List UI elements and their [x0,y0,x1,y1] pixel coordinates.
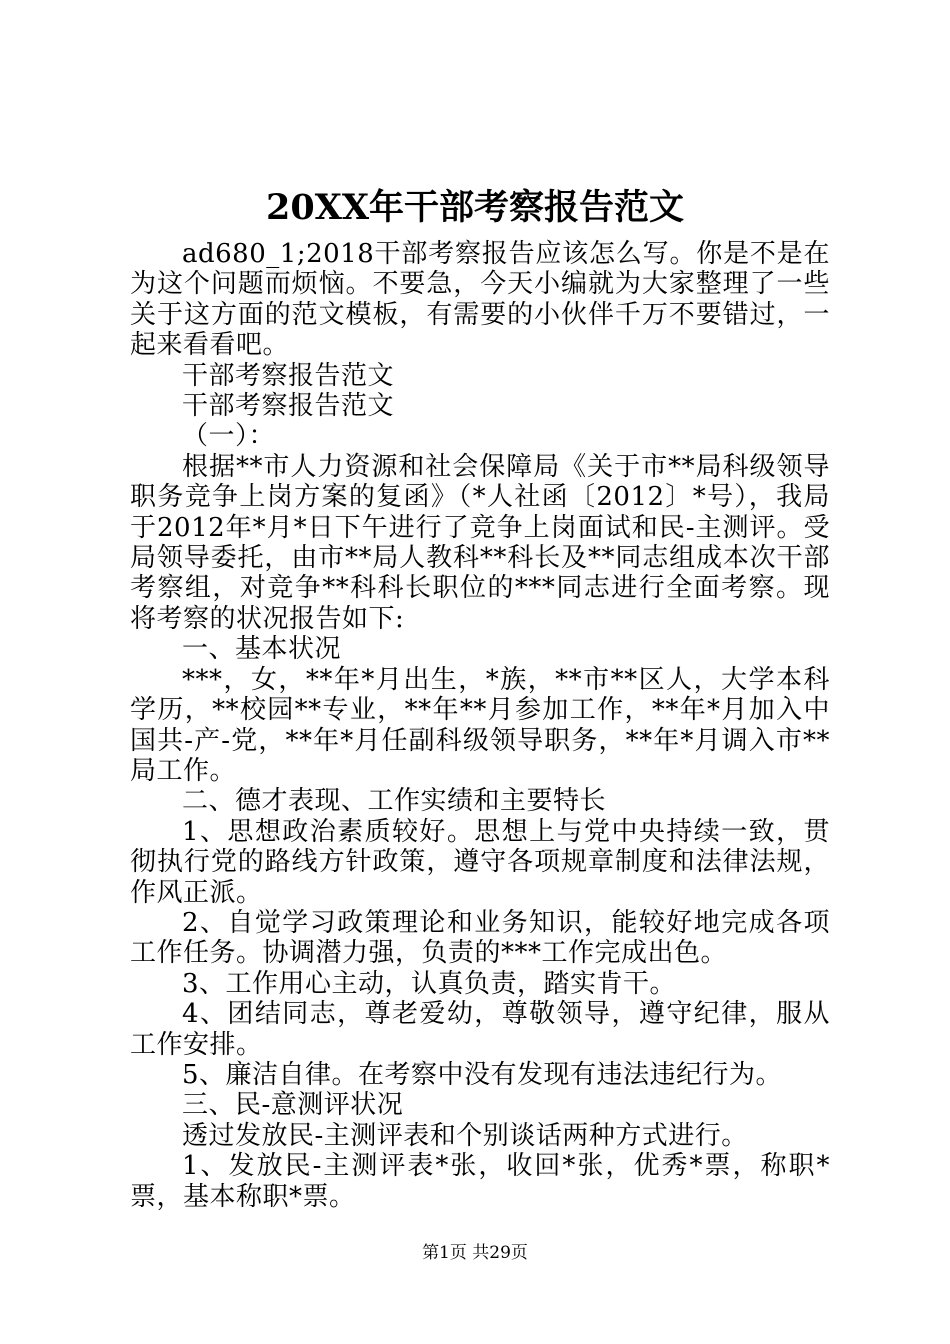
paragraph: 根据**市人力资源和社会保障局《关于市**局科级领导职务竞争上岗方案的复函》（*人社函〔2012〕*号），我局于2012年*月*日下午进行了竞争上岗面试和民-主测评。受局领导委托，由市**局人教科**科长及**同志组成本次干部考察组，对竞争**科科长职位的***同志进行全面考察。现将考察的状况报告如下: [130,451,830,634]
paragraph: ***，女，**年*月出生，*族，**市**区人，大学本科学历，**校园**专业，**年**月参加工作，**年*月加入中国共-产-党，**年*月任副科级领导职务，**年*月调入市**局工作。 [130,664,830,786]
page-footer: 第1页 共29页 [422,1243,528,1263]
document-title: 20XX年干部考察报告范文 [265,187,685,228]
paragraph: 2、自觉学习政策理论和业务知识，能较好地完成各项工作任务。协调潜力强，负责的***工作完成出色。 [130,907,830,969]
paragraph: 5、廉洁自律。在考察中没有发现有违法违纪行为。 [182,1059,783,1090]
paragraph: 1、思想政治素质较好。思想上与党中央持续一致，贯彻执行党的路线方针政策，遵守各项规章制度和法律法规，作风正派。 [130,816,830,908]
section-heading: 二、德才表现、工作实绩和主要特长 [182,786,607,817]
paragraph: ad680_1;2018干部考察报告应该怎么写。你是不是在为这个问题而烦恼。不要急，今天小编就为大家整理了一些关于这方面的范文模板，有需要的小伙伴千万不要错过，一起来看看吧。 [130,239,830,361]
section-heading: 一、基本状况 [182,634,342,665]
paragraph: 透过发放民-主测评表和个别谈话两种方式进行。 [182,1120,748,1151]
document-body [130,239,830,1212]
paragraph: 干部考察报告范文 [182,360,395,391]
section-heading: 三、民-意测评状况 [182,1090,404,1121]
paragraph: 3、工作用心主动，认真负责，踏实肯干。 [182,968,677,999]
paragraph: 4、团结同志，尊老爱幼，尊敬领导，遵守纪律，服从工作安排。 [130,999,830,1060]
paragraph: （一）： [182,421,276,452]
paragraph: 1、发放民-主测评表*张，收回*张，优秀*票，称职*票，基本称职*票。 [130,1151,830,1212]
paragraph: 干部考察报告范文 [182,391,395,422]
